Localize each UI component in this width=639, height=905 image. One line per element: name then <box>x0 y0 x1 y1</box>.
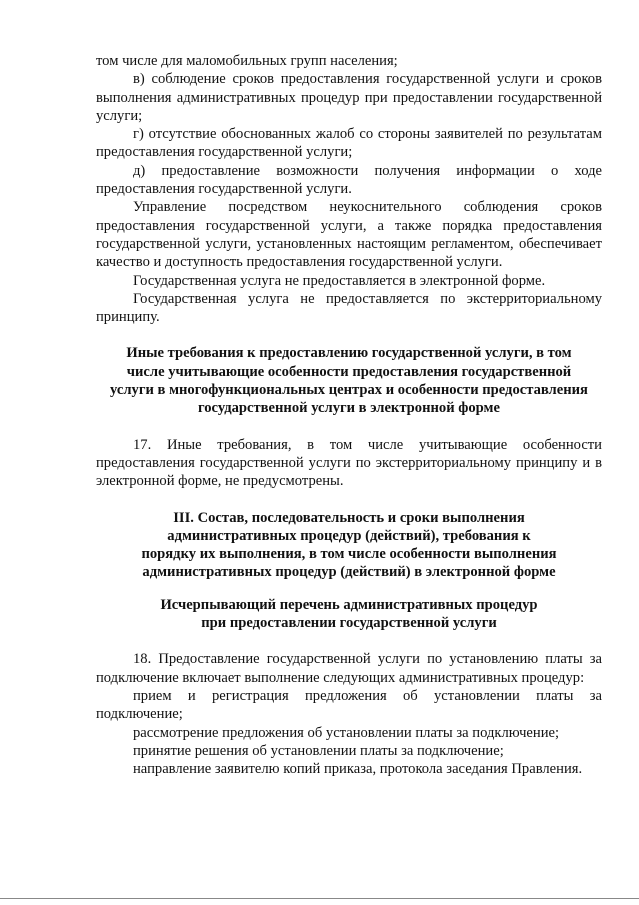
paragraph-17: 17. Иные требования, в том числе учитывающие особенности предоставления государственной услуги по экстерриториальному принципу и в электронной форме, не предусмотрены. <box>96 436 602 490</box>
spacer <box>96 632 602 650</box>
spacer <box>96 491 602 509</box>
spacer <box>96 582 602 596</box>
list-item-sending-copies: направление заявителю копий приказа, протокола заседания Правления. <box>133 761 583 778</box>
paragraph-item-g: г) отсутствие обоснованных жалоб со стороны заявителей по результатам предоставления государственной услуги; <box>96 126 602 161</box>
list-item-review: рассмотрение предложения об установлении платы за подключение; <box>133 724 560 741</box>
section-heading-iii: III. Состав, последовательность и сроки выполнения административных процедур (действий), требования к порядку их выполнения, в том числе особенности выполнения административных процедур (действий) в электронной форме <box>141 509 557 581</box>
paragraph-item-d: д) предоставление возможности получения информации о ходе предоставления государственной услуги. <box>96 162 602 198</box>
list-item-decision: принятие решения об установлении платы за подключение; <box>133 742 504 759</box>
paragraph-item-v: в) соблюдение сроков предоставления государственной услуги и сроков выполнения административных процедур при предоставлении государственной услуги; <box>96 71 602 124</box>
paragraph-continuation: том числе для маломобильных групп населения; <box>96 53 398 69</box>
list-item-reception: прием и регистрация предложения об установлении платы за подключение; <box>96 687 602 723</box>
document-body <box>96 52 602 778</box>
section-heading-other-requirements: Иные требования к предоставлению государственной услуги, в том числе учитывающие особенности предоставления государственной услуги в многофункциональных центрах и особенности предоставления государственной услуги в электронной форме <box>110 345 588 417</box>
paragraph-no-electronic: Государственная услуга не предоставляется в электронной форме. <box>133 272 546 289</box>
paragraph-18: 18. Предоставление государственной услуги по установлению платы за подключение включает выполнение следующих административных процедур: <box>96 651 602 686</box>
spacer <box>96 418 602 436</box>
paragraph-management: Управление посредством неукоснительного соблюдения сроков предоставления государственной услуги, а также порядка предоставления государственной услуги, установленных настоящим регламентом, обеспечивает качество и доступность предоставления государственной услуги. <box>96 199 602 271</box>
section-heading-procedures-list: Исчерпывающий перечень административных процедур при предоставлении государственной услуги <box>160 596 538 632</box>
spacer <box>96 326 602 344</box>
paragraph-no-extraterritorial: Государственная услуга не предоставляется по экстерриториальному принципу. <box>96 290 602 326</box>
page-bottom-edge <box>0 898 639 899</box>
